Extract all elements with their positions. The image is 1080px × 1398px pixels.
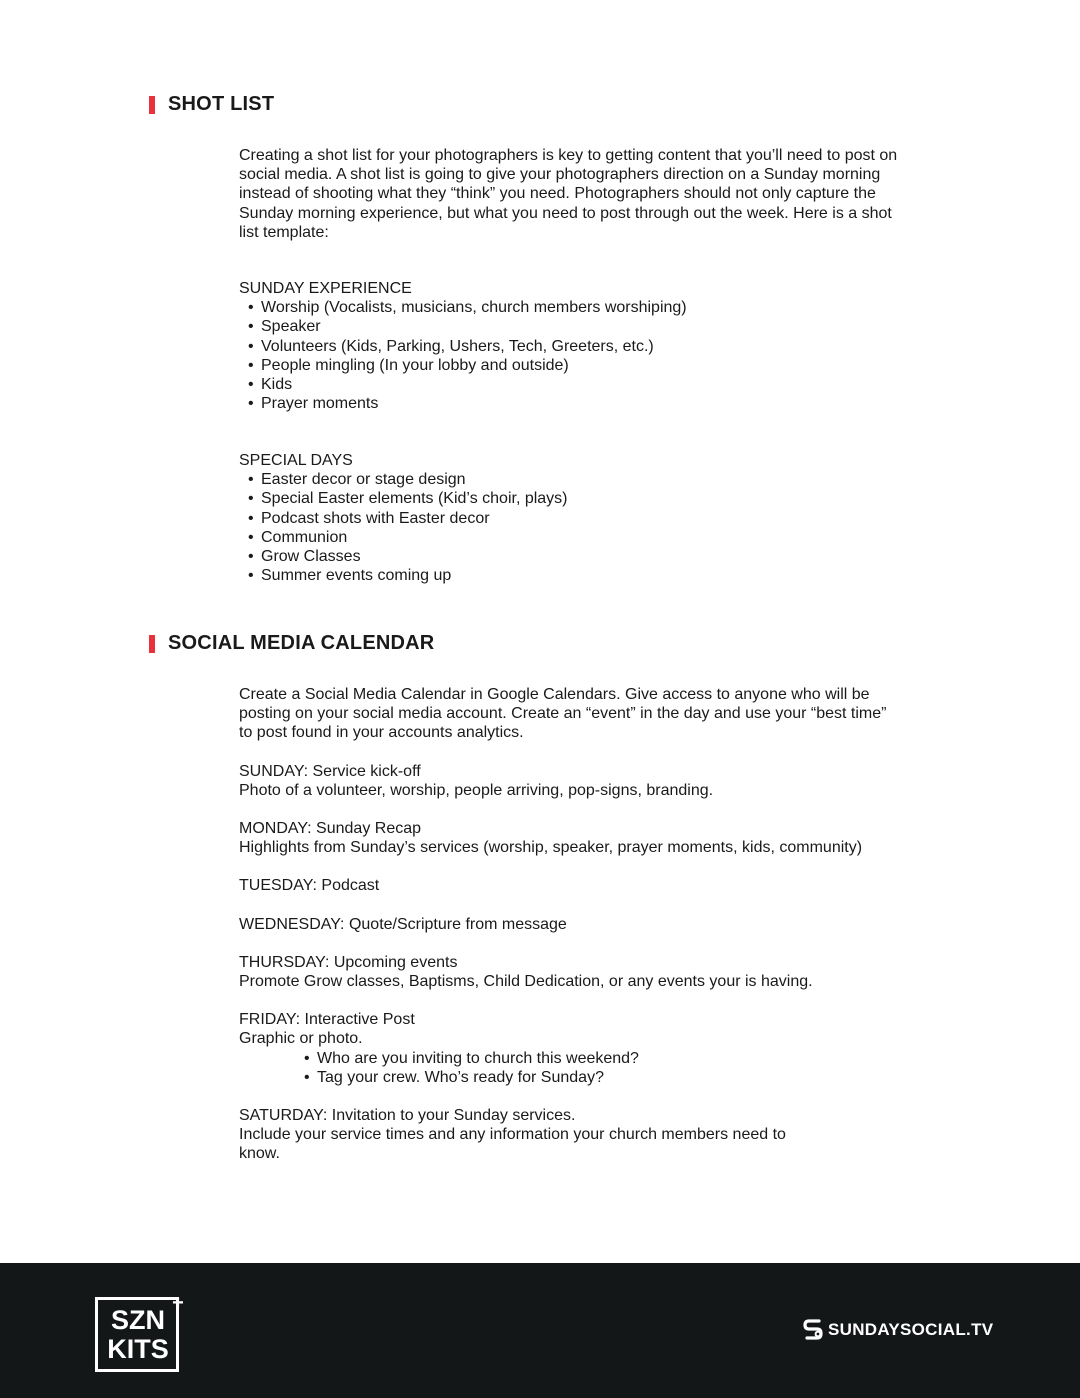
sunday-title: SUNDAY: Service kick-off	[239, 762, 421, 780]
shot-list-intro-text: Creating a shot list for your photographers is key to getting content that you’ll need to post on social media. A shot list is going to give your photographers direction on a Sunday morning instead of shooting what they “think” you need. Photographers should not only capture the Sunday morning experience, but what you need to post through out the week. Here is a shot list template:	[239, 147, 898, 241]
calendar-heading-text: SOCIAL MEDIA CALENDAR	[168, 632, 435, 654]
list-item: • Easter decor or stage design	[248, 470, 899, 489]
sundaysocial-logo	[802, 1318, 993, 1342]
sunday-experience-title: SUNDAY EXPERIENCE	[239, 280, 412, 297]
list-item: • Special Easter elements (Kid’s choir, plays)	[248, 489, 899, 508]
list-item: • Worship (Vocalists, musicians, church members worshiping)	[248, 298, 899, 317]
saturday-title: SATURDAY: Invitation to your Sunday services.	[239, 1107, 576, 1125]
list-item: • Tag your crew. Who’s ready for Sunday?	[304, 1068, 899, 1087]
wednesday-title: WEDNESDAY: Quote/Scripture from message	[239, 915, 567, 933]
sundaysocial-text: SUNDAYSOCIAL.TV	[828, 1320, 994, 1339]
calendar-heading	[149, 632, 434, 655]
list-item: • Grow Classes	[248, 547, 899, 566]
list-item: • Speaker	[248, 317, 899, 336]
friday-desc: Graphic or photo.	[239, 1030, 363, 1048]
logo-plus: +	[172, 1292, 184, 1314]
friday-list	[239, 1049, 899, 1087]
list-item: • Podcast shots with Easter decor	[248, 509, 899, 528]
sundaysocial-s-icon	[802, 1318, 824, 1342]
logo-line-1: SZN	[111, 1305, 165, 1335]
list-item: • Kids	[248, 375, 899, 394]
shot-list-intro	[239, 146, 899, 242]
shot-list-heading-text: SHOT LIST	[168, 93, 275, 115]
monday-desc: Highlights from Sunday’s services (worship, speaker, prayer moments, kids, community)	[239, 839, 863, 857]
heading-accent-bar	[149, 635, 155, 653]
heading-accent-bar	[149, 96, 155, 114]
special-days-title: SPECIAL DAYS	[239, 452, 353, 469]
list-item: • Volunteers (Kids, Parking, Ushers, Tech, Greeters, etc.)	[248, 337, 899, 356]
thursday-title: THURSDAY: Upcoming events	[239, 953, 458, 971]
list-item: • People mingling (In your lobby and outside)	[248, 356, 899, 375]
calendar-body	[239, 685, 899, 1164]
logo-line-2: KITS	[107, 1334, 169, 1364]
list-item: • Summer events coming up	[248, 566, 899, 585]
special-days-list	[239, 470, 899, 585]
shot-list-heading	[149, 93, 274, 116]
szn-kits-logo	[95, 1292, 185, 1372]
tuesday-title: TUESDAY: Podcast	[239, 877, 380, 895]
saturday-desc: Include your service times and any information your church members need to know.	[239, 1126, 786, 1163]
list-item: • Who are you inviting to church this weekend?	[304, 1049, 899, 1068]
footer	[0, 1263, 1080, 1398]
special-days-section	[239, 451, 899, 585]
calendar-intro-text: Create a Social Media Calendar in Google Calendars. Give access to anyone who will be posting on your social media account. Create an “event” in the day and use your “best time” to post found in your accounts analytics.	[239, 686, 887, 742]
monday-title: MONDAY: Sunday Recap	[239, 820, 422, 838]
list-item: • Prayer moments	[248, 394, 899, 413]
thursday-desc: Promote Grow classes, Baptisms, Child Dedication, or any events your is having.	[239, 973, 813, 991]
sunday-experience-list	[239, 298, 899, 413]
sunday-desc: Photo of a volunteer, worship, people arriving, pop-signs, branding.	[239, 781, 714, 799]
friday-title: FRIDAY: Interactive Post	[239, 1011, 415, 1029]
sunday-experience-section	[239, 279, 899, 413]
list-item: • Communion	[248, 528, 899, 547]
